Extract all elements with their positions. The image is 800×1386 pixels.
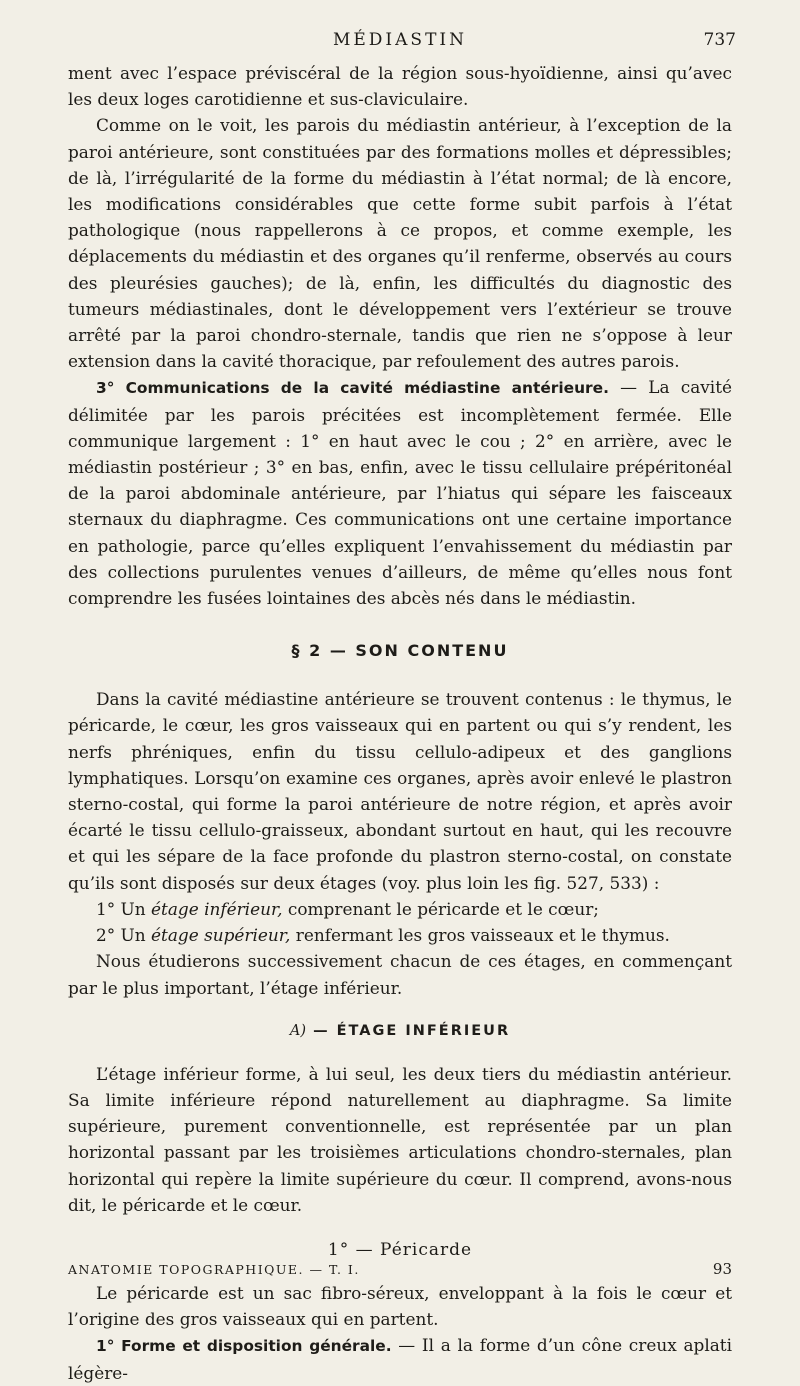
paragraph-study-order: Nous étudierons successivement chacun de ces étages, en commençant par le plus important, l’étage inférieur. — [68, 951, 732, 998]
item1-prefix: 1° Un — [96, 898, 152, 919]
paragraph-lower-floor: L’étage inférieur forme, à lui seul, les deux tiers du médiastin antérieur. Sa limite inférieure répond naturellement au diaphragme. Sa limite supérieure, purement conventionnelle, est représentée par un plan horizontal passant par les troisièmes articulations chondro-sternales, plan horizontal qui repère la limite supérieure du cœur. Il comprend, avons-nous dit, le péricarde et le cœur. — [68, 1063, 732, 1215]
list-item-upper-floor — [68, 922, 732, 948]
paragraph-communications — [68, 374, 732, 611]
item1-rest: comprenant le péricarde et le cœur; — [282, 898, 599, 919]
item2-prefix: 2° Un — [96, 925, 152, 946]
footer-book-title: ANATOMIE TOPOGRAPHIQUE. — T. I. — [68, 1262, 360, 1277]
page-footer — [68, 1262, 732, 1284]
form-lead: 1° Forme et disposition générale. — [96, 1337, 392, 1356]
form-text: — Il a la forme d’un cône creux aplati légère- — [68, 1335, 732, 1383]
item2-term: étage supérieur, — [151, 925, 291, 946]
section-heading: § 2 — SON CONTENU — [291, 641, 509, 661]
communications-lead: 3° Communications de la cavité médiastine antérieure. — [96, 379, 609, 398]
page-body — [68, 60, 732, 1386]
paragraph-continuation: ment avec l’espace préviscéral de la région sous-hyoïdienne, ainsi qu’avec les deux loges carotidienne et sus-claviculaire. — [68, 63, 732, 110]
page-number: 737 — [703, 30, 736, 50]
running-title: MÉDIASTIN — [332, 30, 467, 50]
list-item-lower-floor — [68, 896, 732, 922]
item2-rest: renfermant les gros vaisseaux et le thymus. — [290, 925, 670, 946]
communications-text: — La cavité délimitée par les parois précitées est incomplètement fermée. Elle communique largement : 1° en haut avec le cou ; 2° en arrière, avec le médiastin postérieur ; 3° en bas, enfin, avec le tissu cellulaire prépéritonéal de la paroi abdominale antérieure, par l’hiatus qui sépare les faisceaux sternaux du diaphragme. Ces communications ont une certaine importance en pathologie, parce qu’elles expliquent l’envahissement du médiastin par des collections purulentes venues d’ailleurs, de même qu’elles nous font comprendre les fusées lointaines des abcès nés dans le médiastin. — [68, 377, 732, 609]
paragraph-form — [68, 1332, 732, 1385]
pericardium-heading: 1° — Péricarde — [327, 1239, 473, 1260]
paragraph-contents: Dans la cavité médiastine antérieure se trouvent contenus : le thymus, le péricarde, le cœur, les gros vaisseaux qui en partent ou qui s’y rendent, les nerfs phréniques, enfin du tissu cellulo-adipeux et des ganglions lymphatiques. Lorsqu’on examine ces organes, après avoir enlevé le plastron sterno-costal, qui forme la paroi antérieure de notre région, et après avoir écarté le tissu cellulo-graisseux, abondant surtout en haut, qui les recouvre et qui les sépare de la face profonde du plastron sterno-costal, on constate qu’ils sont disposés sur deux étages (voy. plus loin les fig. 527, 533) : — [68, 689, 732, 893]
subsection-heading — [68, 1023, 732, 1039]
footer-signature: 93 — [712, 1260, 732, 1278]
page-header — [0, 26, 800, 56]
paragraph-walls: Comme on le voit, les parois du médiastin antérieur, à l’exception de la paroi antérieure, sont constituées par des formations molles et dépressibles; de là, l’irrégularité de la forme du médiastin à l’état normal; de là encore, les modifications considérables que cette forme subit parfois à l’état pathologique (nous rappellerons à ce propos, et comme exemple, les déplacements du médiastin et des organes qu’il renferme, observés au cours des pleurésies gauches); de là, enfin, les difficultés du diagnostic des tumeurs médiastinales, dont le développement vers l’extérieur se trouve arrêté par la paroi chondro-sternale, tandis que rien ne s’oppose à leur extension dans la cavité thoracique, par refoulement des autres parois. — [68, 115, 732, 372]
subsection-title: — ÉTAGE INFÉRIEUR — [313, 1022, 511, 1039]
subsection-letter: A) — [289, 1022, 307, 1039]
paragraph-pericardium: Le péricarde est un sac fibro-séreux, enveloppant à la fois le cœur et l’origine des gros vaisseaux qui en partent. — [68, 1282, 732, 1330]
item1-term: étage inférieur, — [151, 898, 283, 919]
